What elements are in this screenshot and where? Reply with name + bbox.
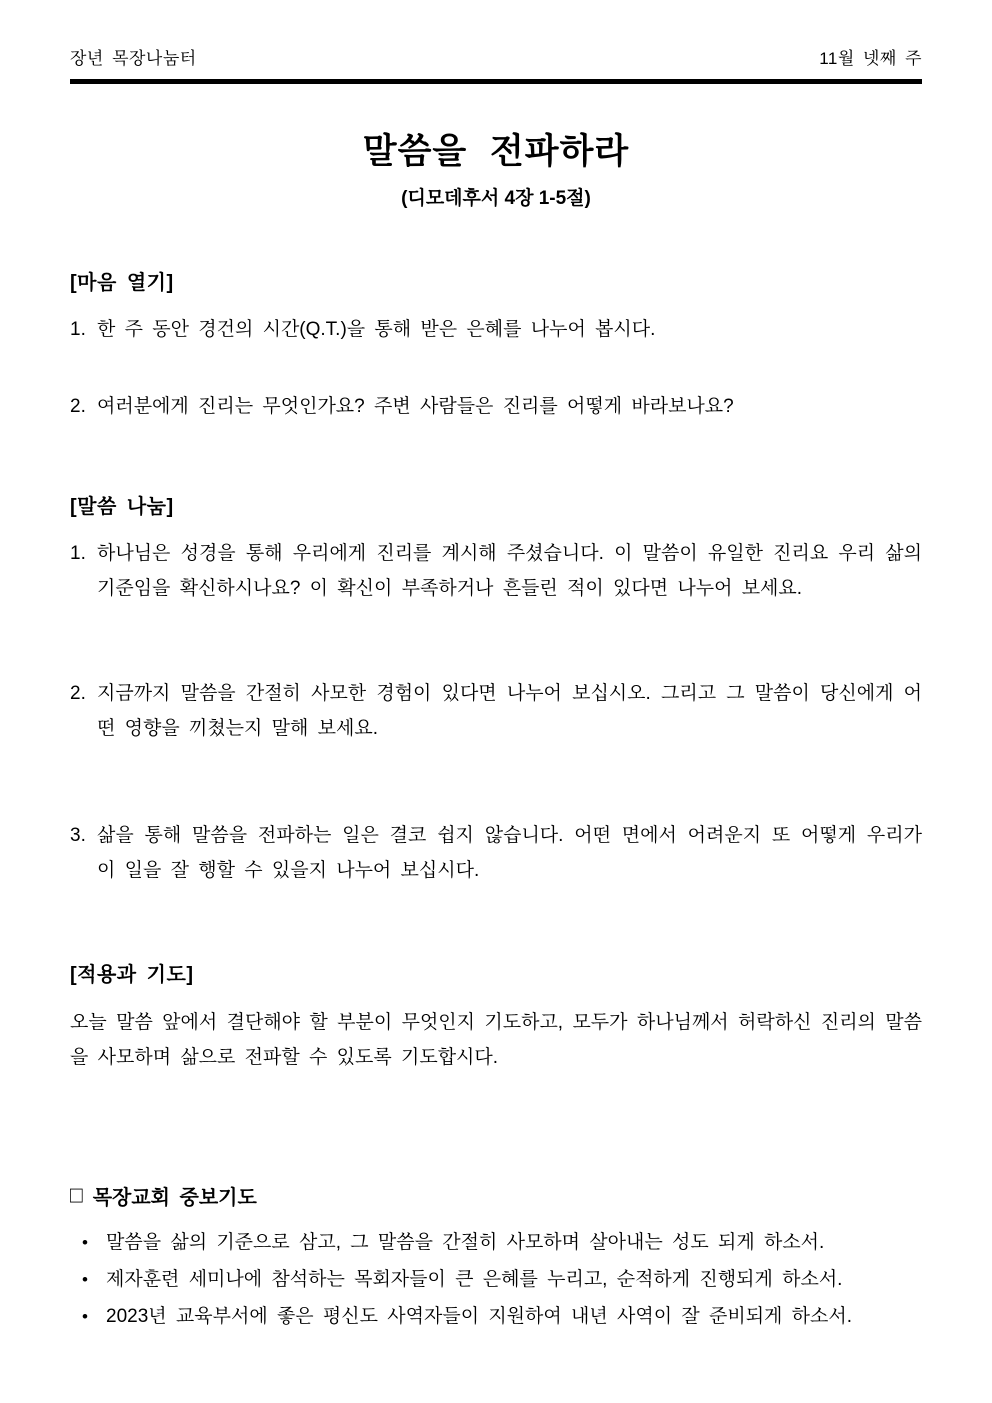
application-paragraph: 오늘 말씀 앞에서 결단해야 할 부분이 무엇인지 기도하고, 모두가 하나님께서 허락하신 진리의 말씀을 사모하며 삶으로 전파할 수 있도록 기도합시다.: [70, 1012, 922, 1068]
list-item: [70, 1224, 922, 1261]
intercession-heading-label: 목장교회 중보기도: [92, 1187, 257, 1209]
title-block: [70, 124, 922, 210]
list-item: [70, 312, 922, 347]
bullet-icon: •: [82, 1270, 88, 1289]
scripture-reference: (디모데후서 4장 1-5절): [401, 188, 591, 209]
checkbox-icon: □: [70, 1182, 83, 1209]
item-number: 1.: [70, 543, 86, 564]
item-text: 하나님은 성경을 통해 우리에게 진리를 계시해 주셨습니다. 이 말씀이 유일한 진리요 우리 삶의 기준임을 확신하시나요? 이 확신이 부족하거나 흔들린 적이 있다면 나누어 보세요.: [97, 543, 922, 599]
item-text: 삶을 통해 말씀을 전파하는 일은 결코 쉽지 않습니다. 어떤 면에서 어려운지 또 어떻게 우리가 이 일을 잘 행할 수 있을지 나누어 보십시다.: [97, 825, 922, 881]
item-number: 2.: [70, 683, 86, 704]
section-heading-application-prayer: [적용과 기도]: [70, 964, 194, 986]
document-header: [70, 0, 922, 84]
item-number: 2.: [70, 396, 86, 417]
item-text: 여러분에게 진리는 무엇인가요? 주변 사람들은 진리를 어떻게 바라보나요?: [97, 396, 734, 417]
list-item: [70, 1261, 922, 1298]
prayer-text: 2023년 교육부서에 좋은 평신도 사역자들이 지원하여 내년 사역이 잘 준비되게 하소서.: [106, 1306, 853, 1327]
header-week-label: 11월 넷째 주: [819, 49, 922, 68]
intercession-heading: [70, 1181, 922, 1210]
list-item: [70, 676, 922, 746]
section-heading-opening: [마음 열기]: [70, 272, 174, 294]
section-heading-word-sharing: [말씀 나눔]: [70, 496, 174, 518]
intercession-list: [70, 1224, 922, 1335]
list-item: [70, 1298, 922, 1335]
list-item: [70, 818, 922, 888]
list-item: [70, 536, 922, 606]
header-doc-type: 장년 목장나눔터: [70, 49, 197, 68]
bullet-icon: •: [82, 1233, 88, 1252]
item-number: 3.: [70, 825, 86, 846]
prayer-text: 말씀을 삶의 기준으로 삼고, 그 말씀을 간절히 사모하며 살아내는 성도 되게 하소서.: [106, 1232, 825, 1253]
page-title: 말씀을 전파하라: [362, 132, 630, 171]
item-text: 한 주 동안 경건의 시간(Q.T.)을 통해 받은 은혜를 나누어 봅시다.: [97, 319, 656, 340]
item-text: 지금까지 말씀을 간절히 사모한 경험이 있다면 나누어 보십시오. 그리고 그 말씀이 당신에게 어떤 영향을 끼쳤는지 말해 보세요.: [97, 683, 922, 739]
list-item: [70, 389, 922, 424]
prayer-text: 제자훈련 세미나에 참석하는 목회자들이 큰 은혜를 누리고, 순적하게 진행되게 하소서.: [106, 1269, 843, 1290]
item-number: 1.: [70, 319, 86, 340]
bullet-icon: •: [82, 1307, 88, 1326]
